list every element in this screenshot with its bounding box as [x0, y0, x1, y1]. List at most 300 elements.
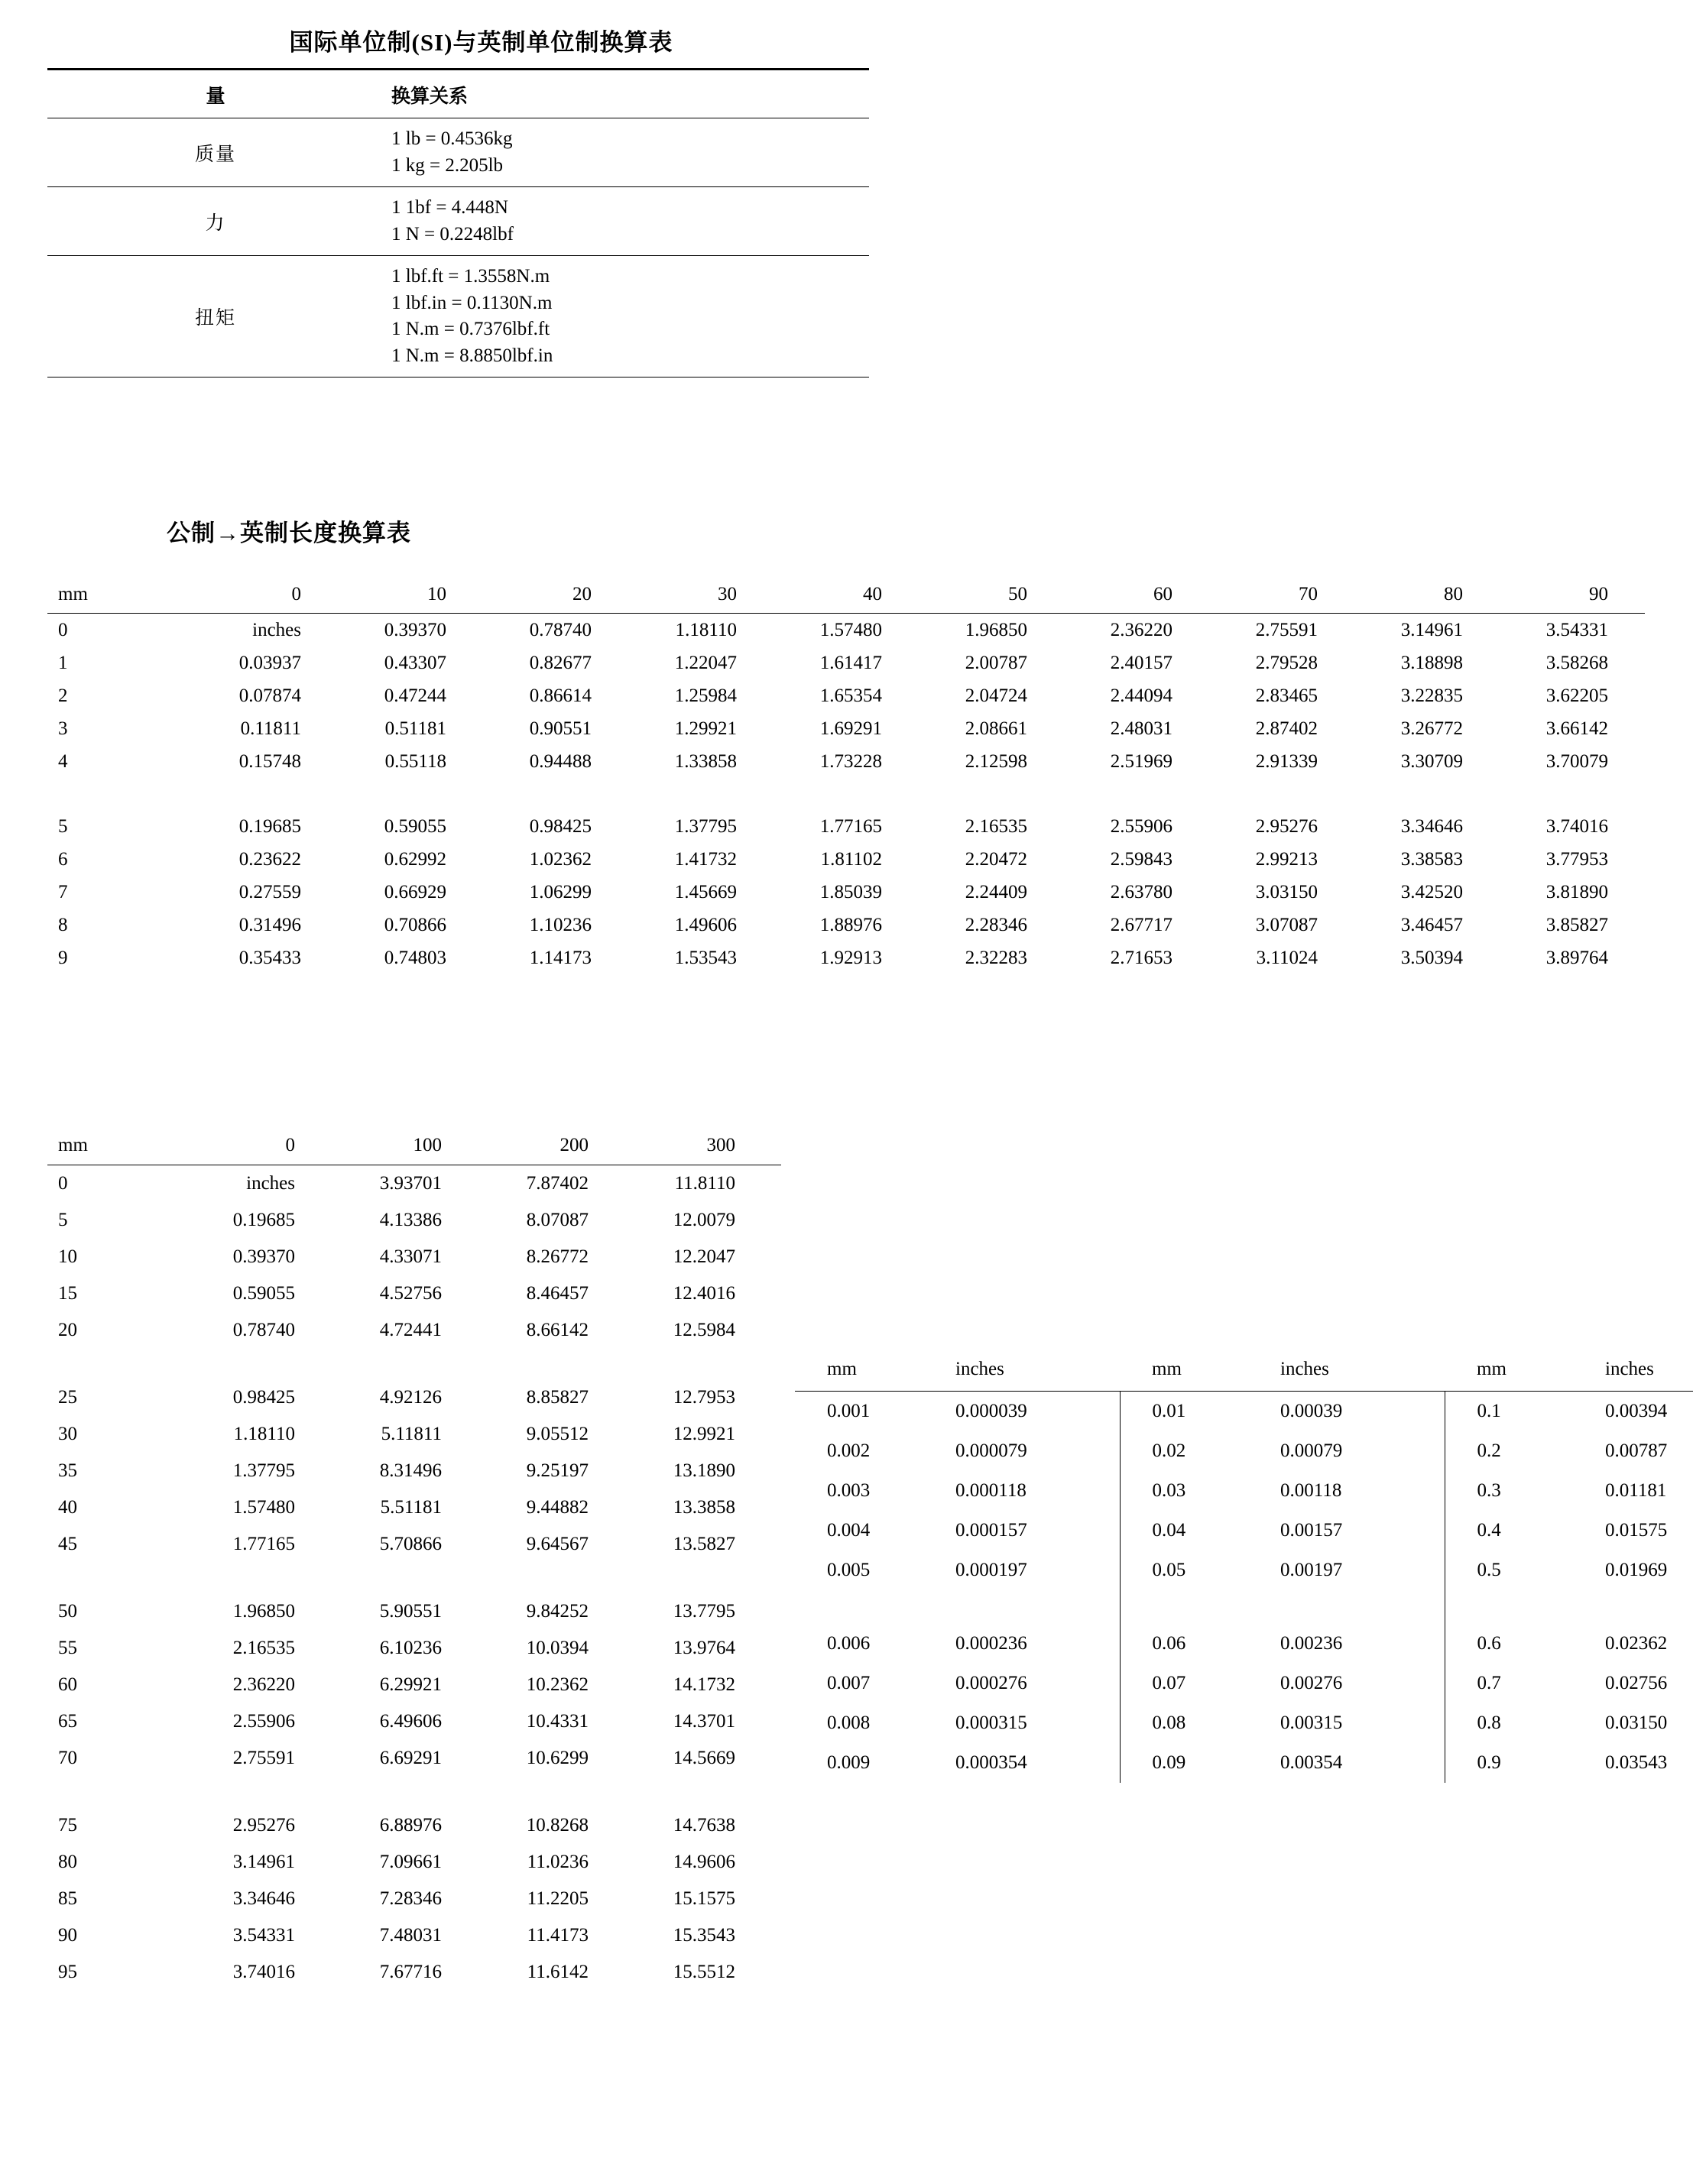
table-cell: 14.5669 [673, 1748, 735, 1768]
cell-mm: 0.005 [827, 1560, 871, 1580]
table-cell: 8.66142 [526, 1320, 589, 1340]
table-cell: 12.5984 [673, 1320, 735, 1340]
header-corner-unit: mm [47, 581, 193, 614]
table-row [47, 1489, 781, 1526]
table-cell: 0.78740 [232, 1320, 295, 1340]
spacer-cell [47, 778, 1645, 810]
table-cell: 1.49606 [674, 914, 737, 935]
cell-mm: 0.03 [1120, 1471, 1267, 1511]
table-cell: 7.48031 [379, 1925, 442, 1946]
table-row [795, 1471, 1693, 1511]
table-cell: 3.58268 [1545, 652, 1608, 673]
table-cell: 2.63780 [1110, 881, 1172, 902]
cell-inches: 0.000197 [955, 1560, 1027, 1580]
table-cell: 7.28346 [379, 1888, 442, 1909]
table-row [47, 679, 1645, 712]
table-cell: 11.4173 [527, 1925, 589, 1946]
table-cell: 3.07087 [1255, 914, 1318, 935]
table-cell: 0.78740 [529, 619, 592, 640]
table-cell: 0.70866 [384, 914, 446, 935]
relation-line: 1 lbf.in = 0.1130N.m [391, 292, 553, 313]
table-cell: 10.2362 [526, 1674, 589, 1695]
table-row [795, 1511, 1693, 1551]
table-cell: 0.31496 [238, 914, 301, 935]
table-row [47, 1881, 781, 1917]
cell-mm: 0.002 [827, 1440, 871, 1461]
table-header-row [47, 1131, 781, 1165]
row-quantity [47, 187, 384, 256]
table-cell: 5.70866 [379, 1534, 442, 1554]
row-header-mm: 6 [58, 848, 68, 870]
table-cell: 3.70079 [1545, 750, 1608, 772]
table-cell: 2.48031 [1110, 718, 1172, 739]
spacer-cell [942, 1590, 1120, 1624]
table-cell: 15.5512 [673, 1962, 735, 1982]
table-cell: 11.6142 [527, 1962, 589, 1982]
table-cell: 0.66929 [384, 881, 446, 902]
relation-line: 1 kg = 2.205lb [391, 154, 504, 176]
header-inches: inches [1267, 1354, 1445, 1392]
table-row [47, 118, 869, 187]
table-cell: 1.10236 [529, 914, 592, 935]
table-cell: 1.96850 [965, 619, 1027, 640]
table-cell: 2.71653 [1110, 947, 1172, 968]
row-header-mm: 85 [58, 1888, 77, 1909]
table-cell: 0.90551 [529, 718, 592, 739]
table-row [47, 1740, 781, 1777]
row-header-mm: 4 [58, 750, 68, 772]
table-cell: 15.3543 [673, 1925, 735, 1946]
table-row [47, 843, 1645, 876]
table-cell: 3.38583 [1400, 848, 1463, 870]
relation-line: 1 lbf.ft = 1.3558N.m [391, 266, 550, 287]
row-header-mm: 90 [58, 1925, 77, 1946]
table-cell: 1.57480 [232, 1497, 295, 1518]
row-quantity [47, 256, 384, 378]
table-cell: 1.29921 [674, 718, 737, 739]
cell-mm: 0.4 [1445, 1511, 1591, 1551]
row-header-mm: 2 [58, 685, 68, 706]
table-cell: 6.29921 [379, 1674, 442, 1695]
table-cell: 3.11024 [1256, 947, 1318, 968]
table-cell: 0.55118 [384, 750, 446, 772]
cell-inches: 0.000315 [955, 1713, 1027, 1733]
row-header-mm: 75 [58, 1815, 77, 1836]
table-cell: 5.51181 [380, 1497, 442, 1518]
table-cell: 2.44094 [1110, 685, 1172, 706]
cell-mm: 0.008 [827, 1713, 871, 1733]
table-cell: 2.91339 [1255, 750, 1318, 772]
column-header: 30 [628, 581, 774, 614]
table-header-row [795, 1354, 1693, 1392]
row-header-mm: 65 [58, 1711, 77, 1732]
row-group-spacer [795, 1590, 1693, 1624]
table-header-row [47, 581, 1645, 614]
relation-line: 1 N.m = 8.8850lbf.in [391, 345, 553, 366]
table-cell: 1.37795 [674, 815, 737, 837]
column-header: 40 [774, 581, 919, 614]
table-cell: 10.4331 [526, 1711, 589, 1732]
table-cell: 1.77165 [819, 815, 882, 837]
table-cell: 0.51181 [384, 718, 446, 739]
table-row [47, 1667, 781, 1703]
table-cell: 9.64567 [526, 1534, 589, 1554]
row-group-spacer [47, 778, 1645, 810]
table-cell: 8.31496 [379, 1460, 442, 1481]
relation-line: 1 N = 0.2248lbf [391, 223, 514, 245]
table-cell: 8.85827 [526, 1387, 589, 1408]
cell-mm: 0.6 [1445, 1624, 1591, 1664]
table-cell: 0.74803 [384, 947, 446, 968]
table-cell: 4.92126 [379, 1387, 442, 1408]
table-cell: 2.55906 [1110, 815, 1172, 837]
table-cell: 0.27559 [238, 881, 301, 902]
table-cell: 14.3701 [673, 1711, 735, 1732]
table-cell: 13.5827 [673, 1534, 735, 1554]
column-header: 70 [1209, 581, 1354, 614]
table-cell: 0.82677 [529, 652, 592, 673]
table-row [47, 810, 1645, 843]
table-cell: 2.51969 [1110, 750, 1172, 772]
table-row [47, 646, 1645, 679]
column-header: 0 [193, 581, 338, 614]
table-cell: 3.14961 [232, 1852, 295, 1872]
table-cell: 0.19685 [238, 815, 301, 837]
table-cell: 0.07874 [238, 685, 301, 706]
cell-inches: 0.02362 [1605, 1633, 1668, 1654]
spacer-cell [1445, 1590, 1591, 1624]
table-row [795, 1624, 1693, 1664]
cell-mm: 0.8 [1445, 1703, 1591, 1743]
column-header: 60 [1064, 581, 1209, 614]
cell-inches: 0.00394 [1605, 1401, 1668, 1421]
table-cell: 0.39370 [384, 619, 446, 640]
table-cell: 12.0079 [673, 1210, 735, 1230]
table-cell: 1.02362 [529, 848, 592, 870]
table-cell: 1.69291 [819, 718, 882, 739]
table-cell: 2.95276 [1255, 815, 1318, 837]
table-cell: 2.00787 [965, 652, 1027, 673]
table-cell: 2.24409 [965, 881, 1027, 902]
table-cell: 11.0236 [527, 1852, 589, 1872]
table-cell: 4.72441 [379, 1320, 442, 1340]
cell-mm: 0.007 [827, 1673, 871, 1693]
header-corner-unit: mm [47, 1131, 194, 1165]
column-header: 20 [483, 581, 628, 614]
table-cell: 3.93701 [379, 1173, 442, 1194]
table-cell: 8.46457 [526, 1283, 589, 1304]
table-cell: 10.8268 [526, 1815, 589, 1836]
si-imperial-conversion-block [47, 23, 861, 378]
si-imperial-table [47, 68, 869, 378]
table-cell: 3.26772 [1400, 718, 1463, 739]
header-inches: inches [1591, 1354, 1693, 1392]
table-cell: 2.75591 [232, 1748, 295, 1768]
header-relation: 换算关系 [384, 70, 869, 118]
table-cell: 9.44882 [526, 1497, 589, 1518]
table-cell: 3.74016 [1545, 815, 1608, 837]
table-row [47, 1416, 781, 1453]
table-row [795, 1551, 1693, 1590]
table-cell: 3.66142 [1545, 718, 1608, 739]
header-mm: mm [795, 1354, 942, 1392]
table-cell: 9.25197 [526, 1460, 589, 1481]
row-group-spacer [47, 1563, 781, 1593]
table-cell: 3.85827 [1545, 914, 1608, 935]
table-cell: 1.22047 [674, 652, 737, 673]
spacer-cell [1120, 1590, 1267, 1624]
cell-mm: 0.08 [1120, 1703, 1267, 1743]
table-cell: 4.33071 [379, 1246, 442, 1267]
row-quantity-label: 扭矩 [194, 308, 236, 329]
table-cell: 3.42520 [1400, 881, 1463, 902]
table-cell: 9.84252 [526, 1601, 589, 1622]
column-header: 90 [1500, 581, 1645, 614]
row-header-mm: 35 [58, 1460, 77, 1481]
table-cell: 13.7795 [673, 1601, 735, 1622]
table-row [47, 712, 1645, 745]
table-cell: 2.36220 [232, 1674, 295, 1695]
cell-mm: 0.02 [1120, 1431, 1267, 1471]
column-header: 300 [634, 1131, 781, 1165]
table-cell: 15.1575 [673, 1888, 735, 1909]
cell-mm: 0.001 [827, 1401, 871, 1421]
cell-inches: 0.00276 [1280, 1673, 1343, 1693]
table-row [47, 745, 1645, 778]
cell-mm: 0.004 [827, 1520, 871, 1541]
row-quantity [47, 118, 384, 187]
table-cell: 2.08661 [965, 718, 1027, 739]
cell-inches: 0.000039 [955, 1401, 1027, 1421]
table-cell: 1.57480 [819, 619, 882, 640]
row-header-mm: 70 [58, 1748, 77, 1768]
cell-inches: 0.000354 [955, 1752, 1027, 1773]
table-cell: 3.54331 [232, 1925, 295, 1946]
table-cell: 1.25984 [674, 685, 737, 706]
table-cell: 3.30709 [1400, 750, 1463, 772]
table-cell: 3.03150 [1255, 881, 1318, 902]
cell-mm: 0.01 [1120, 1392, 1267, 1432]
table-cell: 1.45669 [674, 881, 737, 902]
table-cell: 0.23622 [238, 848, 301, 870]
row-header-mm: 20 [58, 1320, 77, 1340]
table-row [47, 1954, 781, 1991]
table-cell: 2.55906 [232, 1711, 295, 1732]
row-header-mm: 0 [58, 619, 68, 640]
header-mm: mm [1445, 1354, 1591, 1392]
relation-line: 1 lb = 0.4536kg [391, 128, 513, 149]
length-conversion-table-hundreds [47, 1131, 781, 1991]
table-cell: 0.35433 [238, 947, 301, 968]
table-cell: 1.65354 [819, 685, 882, 706]
table-cell: 14.7638 [673, 1815, 735, 1836]
table-row [47, 614, 1645, 647]
length-conversion-title: 公制→英制长度换算表 [167, 520, 411, 546]
row-relations [384, 256, 869, 378]
table-cell: 8.07087 [526, 1210, 589, 1230]
table-row [795, 1743, 1693, 1783]
row-header-mm: 3 [58, 718, 68, 739]
cell-inches: 0.00039 [1280, 1401, 1343, 1421]
table-cell: 9.05512 [526, 1424, 589, 1444]
header-inches: inches [942, 1354, 1120, 1392]
length-conversion-table [47, 581, 1645, 974]
row-header-mm: 60 [58, 1674, 77, 1695]
table-cell: 2.40157 [1110, 652, 1172, 673]
table-cell: 12.2047 [673, 1246, 735, 1267]
table-cell: 1.06299 [529, 881, 592, 902]
cell-inches: 0.00354 [1280, 1752, 1343, 1773]
spacer-cell [47, 1349, 781, 1379]
header-mm: mm [1120, 1354, 1267, 1392]
header-quantity: 量 [47, 70, 384, 118]
row-header-mm: 5 [58, 815, 68, 837]
table-cell: 3.89764 [1545, 947, 1608, 968]
table-cell: 0.03937 [238, 652, 301, 673]
table-cell: 3.14961 [1400, 619, 1463, 640]
row-quantity-label: 力 [205, 212, 226, 234]
table-cell: 1.85039 [819, 881, 882, 902]
column-header: 50 [919, 581, 1064, 614]
table-cell: 12.9921 [673, 1424, 735, 1444]
table-cell: 1.92913 [819, 947, 882, 968]
cell-inches: 0.03150 [1605, 1713, 1668, 1733]
cell-mm: 0.009 [827, 1752, 871, 1773]
table-cell: 3.54331 [1545, 619, 1608, 640]
cell-mm: 0.1 [1445, 1392, 1591, 1432]
spacer-cell [1591, 1590, 1693, 1624]
cell-inches: 0.00236 [1280, 1633, 1343, 1654]
decimal-conversion-table [795, 1354, 1693, 1783]
table-cell: 12.7953 [673, 1387, 735, 1408]
cell-inches: 0.00118 [1280, 1480, 1342, 1501]
cell-inches: 0.03543 [1605, 1752, 1668, 1773]
table-cell: inches [252, 619, 301, 640]
table-cell: 8.26772 [526, 1246, 589, 1267]
relation-line: 1 N.m = 0.7376lbf.ft [391, 319, 550, 339]
table-cell: 3.34646 [232, 1888, 295, 1909]
cell-mm: 0.003 [827, 1480, 871, 1501]
table-row [47, 876, 1645, 909]
cell-inches: 0.000276 [955, 1673, 1027, 1693]
table-row [47, 1202, 781, 1239]
table-cell: 11.8110 [674, 1173, 735, 1194]
table-cell: 3.50394 [1400, 947, 1463, 968]
table-cell: 2.20472 [965, 848, 1027, 870]
table-cell: 0.15748 [238, 750, 301, 772]
table-cell: 14.9606 [673, 1852, 735, 1872]
cell-mm: 0.9 [1445, 1743, 1591, 1783]
row-header-mm: 1 [58, 652, 68, 673]
table-cell: 3.22835 [1400, 685, 1463, 706]
cell-inches: 0.02756 [1605, 1673, 1668, 1693]
row-header-mm: 30 [58, 1424, 77, 1444]
table-cell: 4.13386 [379, 1210, 442, 1230]
relation-line: 1 1bf = 4.448N [391, 197, 508, 218]
table-cell: 14.1732 [673, 1674, 735, 1695]
row-header-mm: 45 [58, 1534, 77, 1554]
row-group-spacer [47, 1777, 781, 1807]
table-cell: 2.99213 [1255, 848, 1318, 870]
column-header: 0 [194, 1131, 341, 1165]
table-row [795, 1664, 1693, 1703]
table-cell: 1.18110 [233, 1424, 295, 1444]
table-cell: 3.74016 [232, 1962, 295, 1982]
spacer-cell [47, 1563, 781, 1593]
table-cell: 10.6299 [526, 1748, 589, 1768]
si-imperial-title: 国际单位制(SI)与英制单位制换算表 [289, 29, 673, 56]
table-row [47, 1526, 781, 1563]
cell-mm: 0.06 [1120, 1624, 1267, 1664]
table-cell: 0.11811 [240, 718, 301, 739]
table-row [47, 256, 869, 378]
table-cell: 7.09661 [379, 1852, 442, 1872]
cell-mm: 0.09 [1120, 1743, 1267, 1783]
table-cell: 2.95276 [232, 1815, 295, 1836]
table-cell: 0.59055 [232, 1283, 295, 1304]
table-cell: 1.61417 [819, 652, 882, 673]
table-row [47, 909, 1645, 941]
table-cell: 2.83465 [1255, 685, 1318, 706]
table-row [47, 1453, 781, 1489]
table-cell: 2.79528 [1255, 652, 1318, 673]
cell-mm: 0.07 [1120, 1664, 1267, 1703]
table-cell: 0.39370 [232, 1246, 295, 1267]
table-cell: 7.67716 [379, 1962, 442, 1982]
cell-mm: 0.2 [1445, 1431, 1591, 1471]
table-cell: 1.88976 [819, 914, 882, 935]
cell-inches: 0.000079 [955, 1440, 1027, 1461]
table-row [47, 1379, 781, 1416]
table-row [795, 1392, 1693, 1432]
spacer-cell [47, 1777, 781, 1807]
column-header: 200 [488, 1131, 634, 1165]
table-cell: 3.81890 [1545, 881, 1608, 902]
table-cell: 0.19685 [232, 1210, 295, 1230]
table-cell: 5.90551 [379, 1601, 442, 1622]
cell-mm: 0.05 [1120, 1551, 1267, 1590]
table-cell: 1.77165 [232, 1534, 295, 1554]
table-cell: 3.77953 [1545, 848, 1608, 870]
table-cell: 2.04724 [965, 685, 1027, 706]
table-cell: 1.18110 [675, 619, 737, 640]
table-cell: 2.67717 [1110, 914, 1172, 935]
row-header-mm: 10 [58, 1246, 77, 1267]
cell-mm: 0.3 [1445, 1471, 1591, 1511]
table-cell: 2.12598 [965, 750, 1027, 772]
cell-inches: 0.00315 [1280, 1713, 1343, 1733]
table-cell: 2.32283 [965, 947, 1027, 968]
table-cell: 0.43307 [384, 652, 446, 673]
table-cell: 2.59843 [1110, 848, 1172, 870]
column-header: 80 [1354, 581, 1500, 614]
table-row [47, 1844, 781, 1881]
spacer-cell [1267, 1590, 1445, 1624]
table-cell: 2.28346 [965, 914, 1027, 935]
table-cell: 6.10236 [379, 1638, 442, 1658]
table-row [47, 1239, 781, 1275]
table-row [47, 1807, 781, 1844]
table-row [47, 1917, 781, 1954]
table-cell: 6.69291 [379, 1748, 442, 1768]
table-cell: 3.34646 [1400, 815, 1463, 837]
cell-inches: 0.000157 [955, 1520, 1027, 1541]
cell-inches: 0.01969 [1605, 1560, 1668, 1580]
row-group-spacer [47, 1349, 781, 1379]
row-relations [384, 118, 869, 187]
cell-inches: 0.000118 [955, 1480, 1027, 1501]
table-row [47, 1630, 781, 1667]
